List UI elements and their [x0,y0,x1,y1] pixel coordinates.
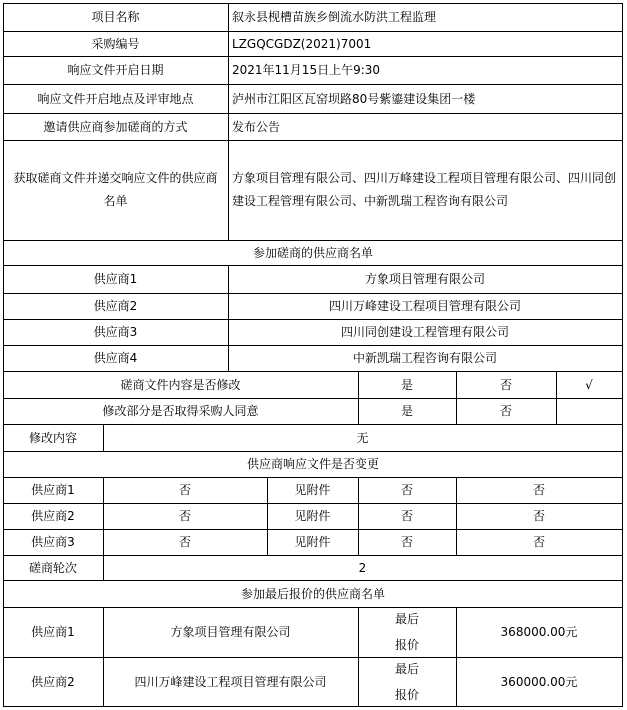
response-change-label-1: 供应商1 [31,483,75,497]
modification-content-label: 修改内容 [28,430,77,445]
response-change-cell: 否 [532,535,545,549]
modified-yes: 是 [400,377,413,392]
participant-label-3: 供应商3 [93,325,138,339]
response-change-cell: 否 [178,535,191,549]
procurement-number-label: 采购编号 [91,36,140,51]
supplier-list-label: 获取磋商文件并递交响应文件的供应商名单 [13,171,218,208]
modified-question: 磋商文件内容是否修改 [120,377,241,392]
response-change-cell: 否 [178,509,191,523]
consent-question: 修改部分是否取得采购人同意 [102,404,259,418]
supplier-list-value: 方象项目管理有限公司、四川万峰建设工程项目管理有限公司、四川同创建设工程管理有限公司、中新凯瑞工程咨询有限公司 [232,171,617,208]
procurement-result-table [3,3,623,707]
opening-location-label: 响应文件开启地点及评审地点 [37,91,194,106]
participant-name-2: 四川万峰建设工程项目管理有限公司 [328,299,521,313]
participant-name-3: 四川同创建设工程管理有限公司 [340,325,509,339]
procurement-number-value: LZGQCGDZ(2021)7001 [232,36,372,51]
final-price-label-2 [358,657,456,706]
final-price-value-2: 360000.00元 [500,674,578,689]
participant-name-4: 中新凯瑞工程咨询有限公司 [352,351,497,365]
participant-label-1: 供应商1 [93,272,138,286]
consent-no: 否 [499,404,512,418]
response-change-label-2: 供应商2 [31,509,75,523]
participant-label-2: 供应商2 [93,299,138,313]
opening-location-value: 泸州市江阳区瓦窑坝路80号紫鎏建设集团一楼 [232,91,476,106]
final-price-label-line2: 报价 [394,687,419,702]
response-change-cell: 否 [532,509,545,523]
final-price-label-line1: 最后 [394,661,419,676]
rounds-value: 2 [358,560,367,575]
response-change-label-3: 供应商3 [31,535,75,549]
participant-label-4: 供应商4 [93,351,138,365]
response-change-cell: 否 [178,483,191,497]
response-change-cell: 否 [400,483,413,497]
final-quotes-title: 参加最后报价的供应商名单 [240,586,385,601]
project-name-value: 叙永县枧槽苗族乡倒流水防洪工程监理 [232,10,437,24]
rounds-label: 磋商轮次 [28,560,77,575]
final-quote-label-2: 供应商2 [31,674,75,689]
final-price-label-1 [358,607,456,657]
final-price-label-line1: 最后 [394,612,419,626]
modification-content-value: 无 [356,430,369,445]
final-quote-name-1: 方象项目管理有限公司 [170,625,291,639]
final-quote-label-1: 供应商1 [31,625,75,639]
response-change-cell: 否 [532,483,545,497]
invitation-method-value: 发布公告 [232,119,281,134]
final-quote-name-2: 四川万峰建设工程项目管理有限公司 [134,674,327,689]
modified-no: 否 [499,377,512,392]
response-change-cell: 否 [400,535,413,549]
opening-date-label: 响应文件开启日期 [67,63,164,77]
consent-yes: 是 [400,404,413,418]
opening-date-value: 2021年11月15日上午9:30 [232,63,381,77]
response-change-cell: 见附件 [294,483,331,497]
final-price-value-1: 368000.00元 [500,625,578,639]
participant-name-1: 方象项目管理有限公司 [364,272,485,286]
checkmark-icon: √ [585,377,593,392]
response-change-cell: 见附件 [294,509,331,523]
final-price-label-line2: 报价 [394,638,419,652]
project-name-label: 项目名称 [91,10,140,24]
invitation-method-label: 邀请供应商参加磋商的方式 [43,119,188,134]
response-change-title: 供应商响应文件是否变更 [246,457,379,471]
response-change-cell: 见附件 [294,535,331,549]
table-line [3,706,623,707]
response-change-cell: 否 [400,509,413,523]
participants-title: 参加磋商的供应商名单 [252,245,373,260]
